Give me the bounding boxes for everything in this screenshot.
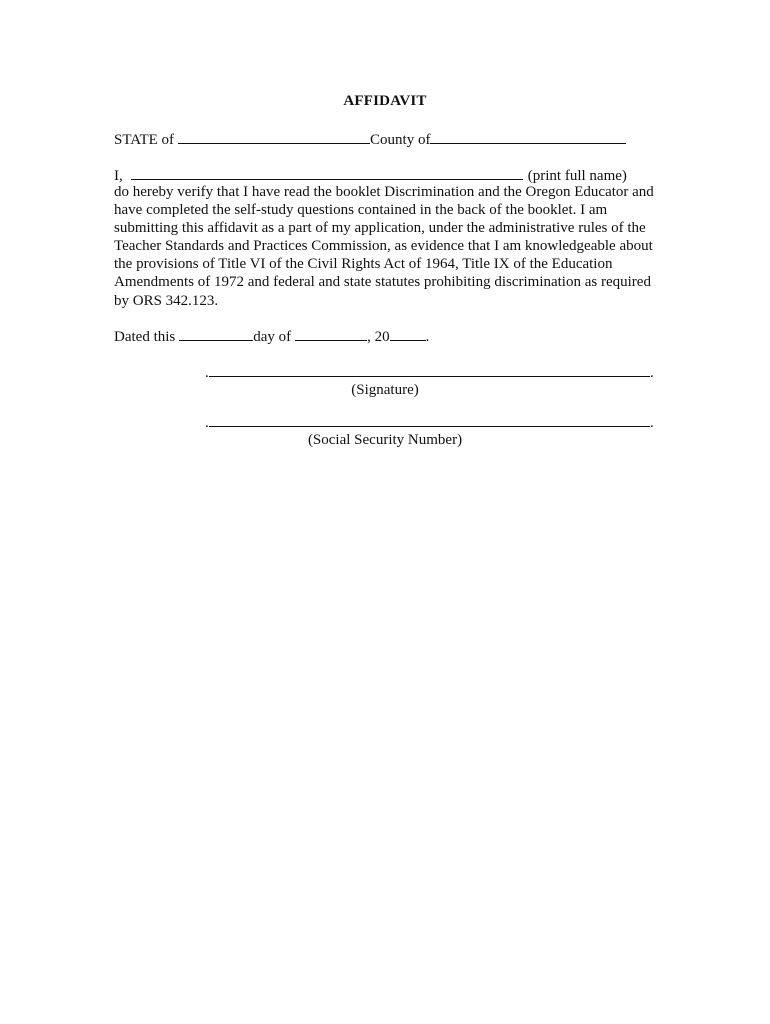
line-tail-dot: . [650, 415, 654, 431]
ssn-blank-field[interactable] [209, 412, 650, 427]
affidavit-body [114, 183, 664, 310]
dated-row [114, 326, 429, 347]
name-suffix: (print full name) [527, 168, 627, 184]
body-line: Teacher Standards and Practices Commission, as evidence that I am knowledgeable about [114, 238, 653, 255]
county-blank-field[interactable] [430, 129, 626, 144]
body-line: by ORS 342.123. [114, 292, 219, 309]
full-name-blank-field[interactable] [131, 165, 523, 180]
line-tail-dot: . [650, 365, 654, 381]
body-line: submitting this affidavit as a part of my application, under the administrative rules of the [114, 220, 646, 237]
signature-blank-field[interactable] [209, 362, 650, 377]
month-blank-field[interactable] [295, 326, 367, 341]
day-of-label: day of [253, 329, 292, 345]
state-county-row [114, 129, 626, 150]
state-label: STATE of [114, 132, 175, 148]
year-prefix: , 20 [367, 329, 390, 345]
body-line: Amendments of 1972 and federal and state statutes prohibiting discrimination as required [114, 274, 651, 291]
body-line: the provisions of Title VI of the Civil Rights Act of 1964, Title IX of the Education [114, 256, 613, 273]
body-line: have completed the self-study questions contained in the back of the booklet. I am [114, 202, 608, 219]
signature-caption: (Signature) [351, 382, 419, 398]
day-blank-field[interactable] [179, 326, 253, 341]
state-blank-field[interactable] [178, 129, 370, 144]
year-blank-field[interactable] [390, 326, 426, 341]
line-lead-dot: . [205, 415, 209, 431]
name-prefix: I, [114, 168, 123, 184]
county-label: County of [370, 132, 431, 148]
ssn-caption: (Social Security Number) [307, 432, 463, 448]
body-line: do hereby verify that I have read the booklet Discrimination and the Oregon Educator and [114, 184, 654, 200]
dated-prefix: Dated this [114, 329, 176, 345]
year-suffix: . [425, 329, 430, 345]
line-lead-dot: . [205, 365, 209, 381]
document-title: AFFIDAVIT [343, 93, 427, 109]
